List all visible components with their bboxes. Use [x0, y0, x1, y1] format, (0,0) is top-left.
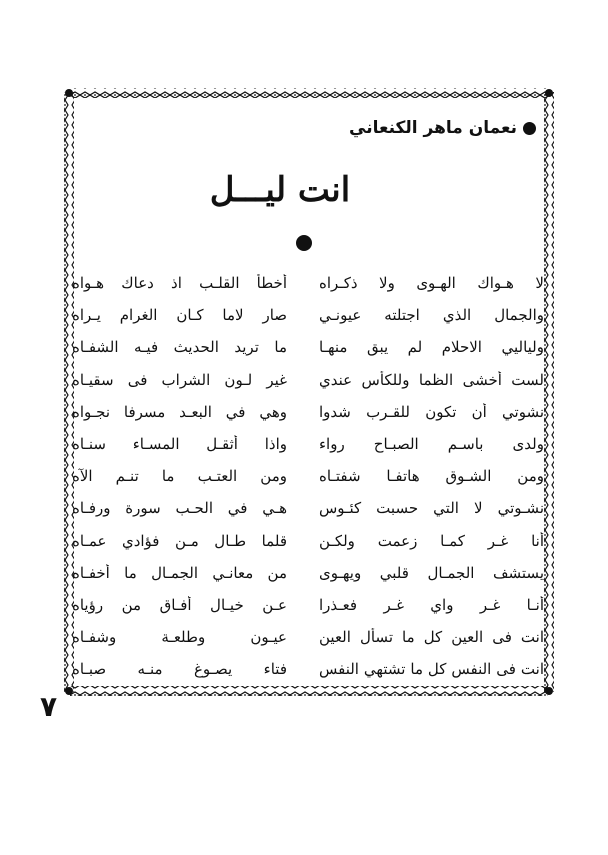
verse-second-hemistich: واذا أثقـل المسـاء سنـاه — [72, 434, 287, 453]
verse-first-hemistich: ولدى باسـم الصبـاح رواء — [319, 434, 544, 453]
verse-first-hemistich: ولياليي الاحلام لم يبق منهـا — [319, 338, 544, 357]
verse-first-hemistich: والجمال الذي اجتلته عيونـي — [319, 306, 544, 325]
verse-second-hemistich: غير لـون الشراب فى سقيـاه — [72, 370, 287, 389]
author-name: نعمان ماهر الكنعاني — [349, 118, 517, 138]
verse-second-hemistich: ما تريد الحديث فيـه الشفـاه — [72, 338, 287, 357]
verse-second-hemistich: فتاء يصـوغ منـه صبـاه — [72, 660, 287, 679]
verse-first-hemistich: نشوتي أن تكون للقـرب شدوا — [319, 402, 544, 421]
verse-first-hemistich: أنا غـر كمـا زعمت ولكـن — [319, 531, 544, 550]
verse-first-hemistich: نشـوتي لا التي حسبت كئـوس — [319, 499, 544, 518]
verse — [70, 431, 544, 463]
verse — [70, 399, 544, 431]
verse-first-hemistich: لا هـواك الهـوى ولا ذكـراه — [319, 274, 544, 292]
verse-second-hemistich: صار لاما كـان الغرام يـراه — [72, 306, 287, 325]
verse-second-hemistich: وهي في البعـد مسرفا نجـواه — [72, 402, 287, 421]
poem-verses — [70, 270, 544, 688]
verse — [70, 592, 544, 624]
verse — [70, 302, 544, 334]
poem-title: انت ليـــل — [209, 170, 351, 210]
verse-first-hemistich: ومن الشـوق هاتفـا شفتـاه — [319, 467, 544, 486]
verse-second-hemistich: عيـون وطلعـة وشفـاه — [72, 628, 287, 647]
verse — [70, 270, 544, 302]
bullet-icon — [523, 122, 536, 135]
verse-first-hemistich: انت فى العين كل ما تسأل العين — [319, 628, 544, 647]
verse-first-hemistich: يستشف الجمـال قلبي ويهـوى — [319, 563, 544, 582]
verse-second-hemistich: هـي في الحـب سورة ورفـاه — [72, 499, 287, 518]
verse-second-hemistich: عـن خيـال أفـاق من رؤياه — [72, 595, 287, 614]
verse-second-hemistich: أخطأ القلـب اذ دعاك هـواه — [72, 274, 287, 292]
verse — [70, 624, 544, 656]
author-line — [349, 118, 536, 138]
ornament-dot-icon — [296, 235, 312, 251]
verse — [70, 334, 544, 366]
verse-second-hemistich: قلما طـال مـن فؤادي عمـاه — [72, 531, 287, 550]
verse-first-hemistich: انت فى النفس كل ما تشتهي النفس — [319, 660, 544, 679]
verse-first-hemistich: لست أخشى الظما وللكأس عندي — [319, 370, 544, 389]
verse — [70, 528, 544, 560]
page-number: ٧ — [40, 690, 58, 723]
verse — [70, 560, 544, 592]
verse-first-hemistich: أنـا غـر واي غـر فعـذرا — [319, 595, 544, 614]
verse — [70, 495, 544, 527]
verse — [70, 367, 544, 399]
verse-second-hemistich: من معانـي الجمـال ما أخفـاه — [72, 563, 287, 582]
verse — [70, 656, 544, 688]
verse — [70, 463, 544, 495]
verse-second-hemistich: ومن العتـب ما تنـم الآه — [72, 467, 287, 486]
